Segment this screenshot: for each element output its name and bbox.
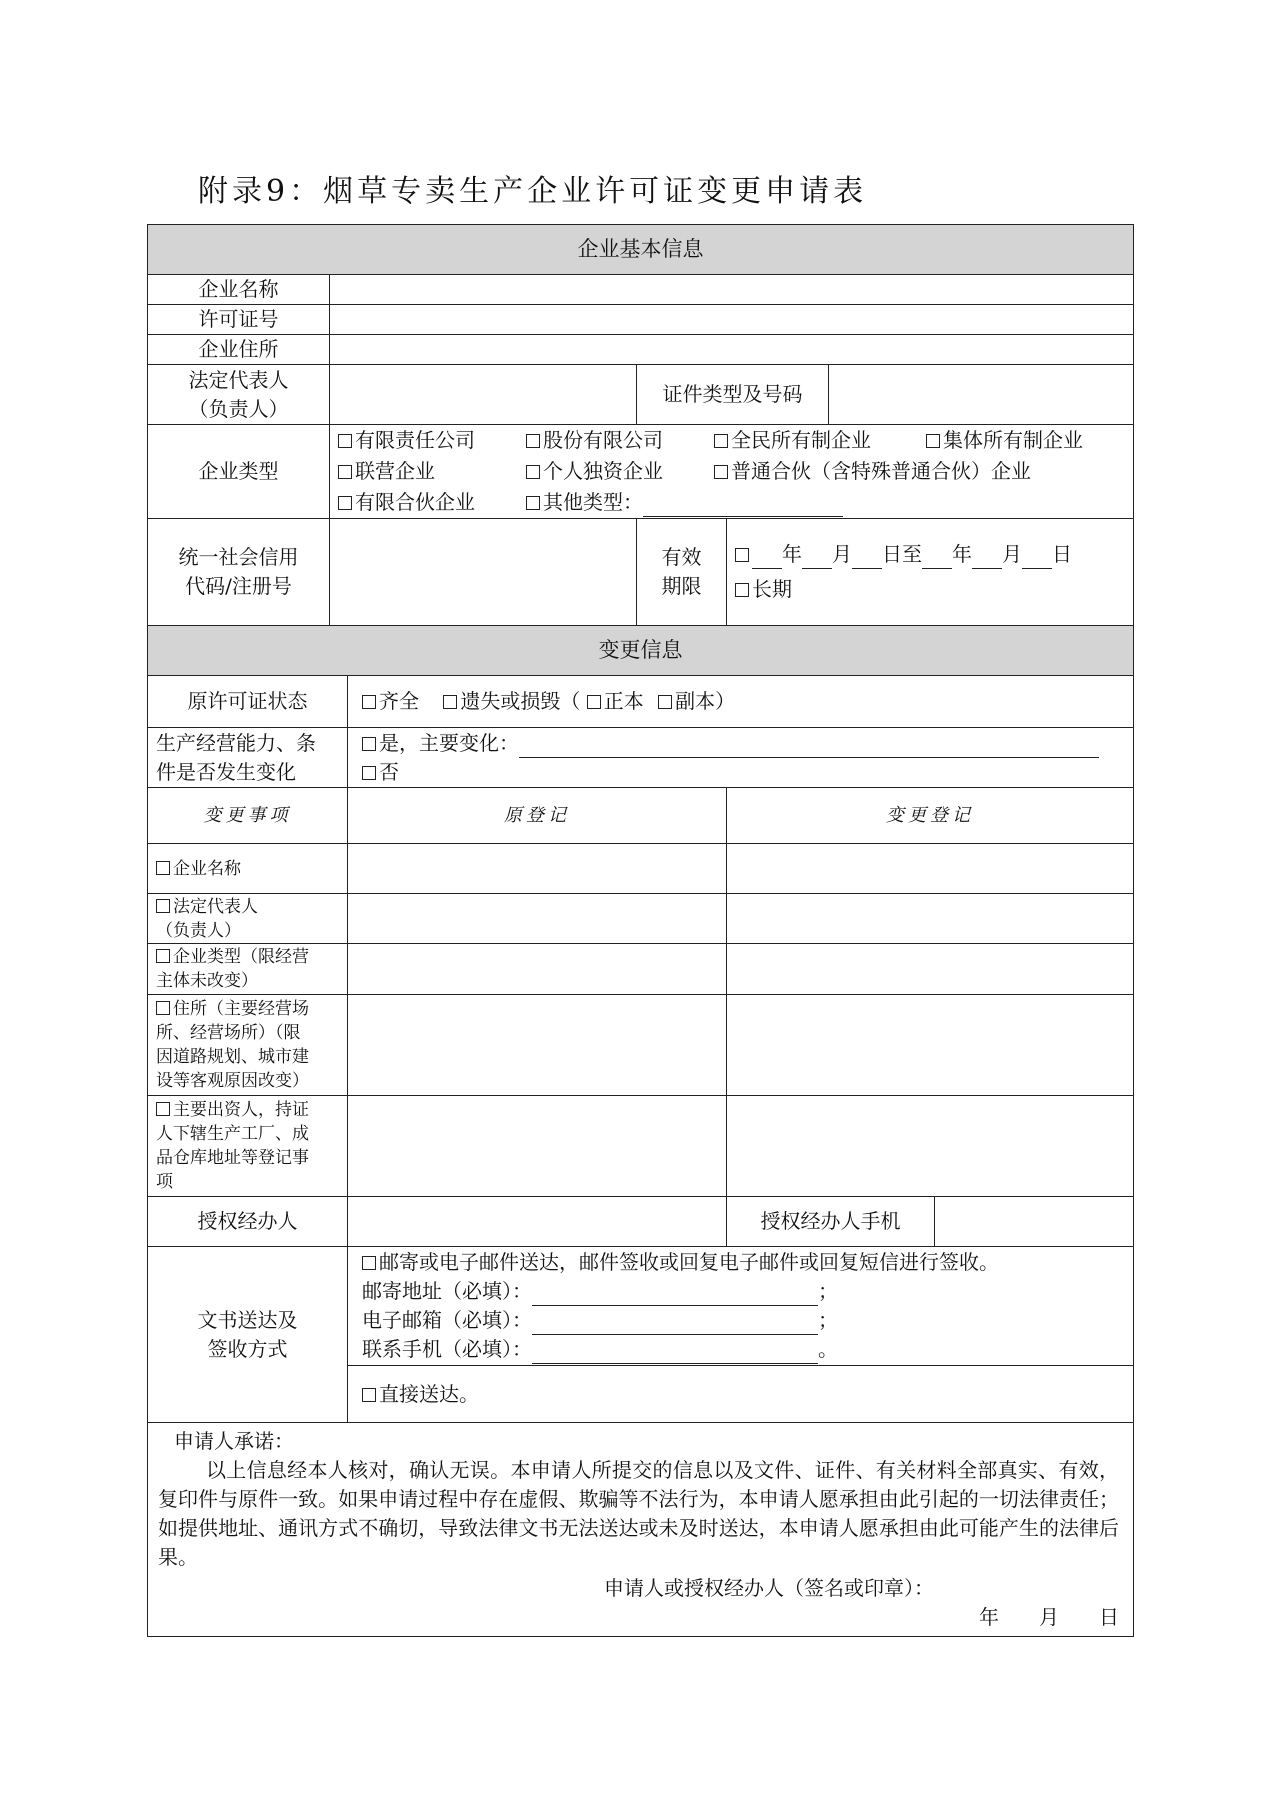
other-type-blank[interactable] [643,516,843,517]
delivery-option-direct[interactable]: 直接送达。 [348,1366,1134,1423]
checkbox-icon[interactable] [526,465,540,479]
checkbox-icon[interactable] [735,548,749,562]
commitment-body: 以上信息经本人核对，确认无误。本申请人所提交的信息以及文件、证件、有关材料全部真实、有效，复印件与原件一致。如果申请过程中存在虚假、欺骗等不法行为，本申请人愿承担由此引起的一切法律责任；如提供地址、通讯方式不确切，导致法律文书无法送达或未及时送达，本申请人愿承担由此可能产生的法律后果。 [158,1458,1120,1569]
checkbox-icon[interactable] [156,949,170,963]
id-type-number-label: 证件类型及号码 [637,365,829,425]
validity-long-term[interactable]: 长期 [735,575,1125,604]
applicant-commitment [148,1423,1134,1637]
capacity-option-yes[interactable]: 是，主要变化： [362,729,1125,758]
type-option-sole-proprietorship[interactable]: 个人独资企业 [526,457,714,486]
checkbox-icon[interactable] [443,695,457,709]
status-option-complete[interactable]: 齐全 [362,689,419,713]
page-title: 附录9：烟草专卖生产企业许可证变更申请表 [198,174,868,209]
type-option-general-partnership[interactable]: 普通合伙（含特殊普通合伙）企业 [714,457,1125,486]
checkbox-icon[interactable] [362,695,376,709]
type-option-joint-stock[interactable]: 股份有限公司 [526,426,714,455]
checkbox-icon[interactable] [526,496,540,510]
section-basic-info-heading: 企业基本信息 [148,225,1134,275]
enterprise-name-label: 企业名称 [148,275,330,305]
checkbox-icon[interactable] [362,766,376,780]
original-registration-cell[interactable] [348,1096,727,1197]
license-number-field[interactable] [330,305,1134,335]
original-license-status-options [348,676,1134,728]
phone-blank[interactable] [532,1363,818,1364]
change-item-address[interactable]: 住所（主要经营场 所、经营场所）（限 因道路规划、城市建 设等客观原因改变） [148,995,348,1096]
enterprise-type-label: 企业类型 [148,425,330,519]
authorized-agent-field[interactable] [348,1197,727,1247]
enterprise-address-field[interactable] [330,335,1134,365]
checkbox-icon[interactable] [338,496,352,510]
change-item-enterprise-type[interactable]: 企业类型（限经营 主体未改变） [148,944,348,995]
changed-registration-cell[interactable] [727,995,1134,1096]
delivery-option-mail: 邮寄或电子邮件送达，邮件签收或回复电子邮件或回复短信进行签收。 邮寄地址（必填）： ； 电子邮箱（必填）： ； 联系手机（必填）： 。 [348,1247,1134,1366]
checkbox-icon[interactable] [526,434,540,448]
checkbox-icon[interactable] [587,695,601,709]
phone-label: 联系手机（必填）： [362,1337,532,1361]
original-registration-cell[interactable] [348,944,727,995]
original-license-status-label: 原许可证状态 [148,676,348,728]
checkbox-icon[interactable] [735,583,749,597]
checkbox-icon[interactable] [156,899,170,913]
checkbox-icon[interactable] [362,737,376,751]
checkbox-icon[interactable] [658,695,672,709]
legal-representative-field[interactable] [330,365,637,425]
credit-code-label: 统一社会信用 代码/注册号 [148,519,330,626]
change-item-legal-representative[interactable]: 法定代表人 （负责人） [148,894,348,944]
checkbox-icon[interactable] [338,465,352,479]
signature-date: 年 月 日 [979,1605,1120,1629]
capacity-option-no[interactable]: 否 [362,758,1125,787]
changed-registration-cell[interactable] [727,894,1134,944]
authorized-agent-phone-label: 授权经办人手机 [727,1197,935,1247]
type-option-other[interactable]: 其他类型： [526,488,926,517]
type-option-state-owned[interactable]: 全民所有制企业 [714,426,926,455]
capacity-change-label: 生产经营能力、条 件是否发生变化 [148,728,348,788]
authorized-agent-label: 授权经办人 [148,1197,348,1247]
status-option-lost[interactable]: 遗失或损毁（ [443,689,580,713]
email-label: 电子邮箱（必填）： [362,1308,532,1332]
enterprise-address-label: 企业住所 [148,335,330,365]
mail-delivery-checkbox-line[interactable]: 邮寄或电子邮件送达，邮件签收或回复电子邮件或回复短信进行签收。 [362,1248,1125,1277]
original-registration-cell[interactable] [348,894,727,944]
id-type-number-field[interactable] [829,365,1134,425]
checkbox-icon[interactable] [926,434,940,448]
capacity-change-options [348,728,1134,788]
checkbox-icon[interactable] [156,861,170,875]
type-option-collective[interactable]: 集体所有制企业 [926,426,1125,455]
status-option-copy[interactable]: 副本） [658,689,735,713]
validity-date-range[interactable]: 年 月 日至 年 月 日 [735,540,1125,569]
application-form [147,224,1134,1637]
change-item-major-investor[interactable]: 主要出资人，持证 人下辖生产工厂、成 品仓库地址等登记事 项 [148,1096,348,1197]
original-registration-cell[interactable] [348,844,727,894]
changed-registration-cell[interactable] [727,1096,1134,1197]
original-registration-cell[interactable] [348,995,727,1096]
legal-representative-label: 法定代表人 （负责人） [148,365,330,425]
column-header-change-items: 变更事项 [148,788,348,844]
checkbox-icon[interactable] [362,1256,376,1270]
mail-address-label: 邮寄地址（必填）： [362,1279,532,1303]
type-option-llc[interactable]: 有限责任公司 [338,426,526,455]
authorized-agent-phone-field[interactable] [935,1197,1134,1247]
license-number-label: 许可证号 [148,305,330,335]
checkbox-icon[interactable] [156,1102,170,1116]
credit-code-field[interactable] [330,519,637,626]
section-change-info-heading: 变更信息 [148,626,1134,676]
change-item-enterprise-name[interactable]: 企业名称 [148,844,348,894]
commitment-heading: 申请人承诺： [174,1429,294,1453]
checkbox-icon[interactable] [714,465,728,479]
checkbox-icon[interactable] [156,1001,170,1015]
column-header-changed-registration: 变更登记 [727,788,1134,844]
signature-label: 申请人或授权经办人（签名或印章）： [604,1576,934,1600]
checkbox-icon[interactable] [714,434,728,448]
status-option-original[interactable]: 正本 [587,689,644,713]
type-option-joint-venture[interactable]: 联营企业 [338,457,526,486]
changed-registration-cell[interactable] [727,844,1134,894]
main-changes-blank[interactable] [519,757,1099,758]
column-header-original-registration: 原登记 [348,788,727,844]
checkbox-icon[interactable] [338,434,352,448]
type-option-limited-partnership[interactable]: 有限合伙企业 [338,488,526,517]
changed-registration-cell[interactable] [727,944,1134,995]
checkbox-icon[interactable] [362,1388,376,1402]
document-delivery-label: 文书送达及 签收方式 [148,1247,348,1423]
validity-label: 有效 期限 [637,519,727,626]
validity-period-field [727,519,1134,626]
enterprise-name-field[interactable] [330,275,1134,305]
enterprise-type-options [330,425,1134,519]
